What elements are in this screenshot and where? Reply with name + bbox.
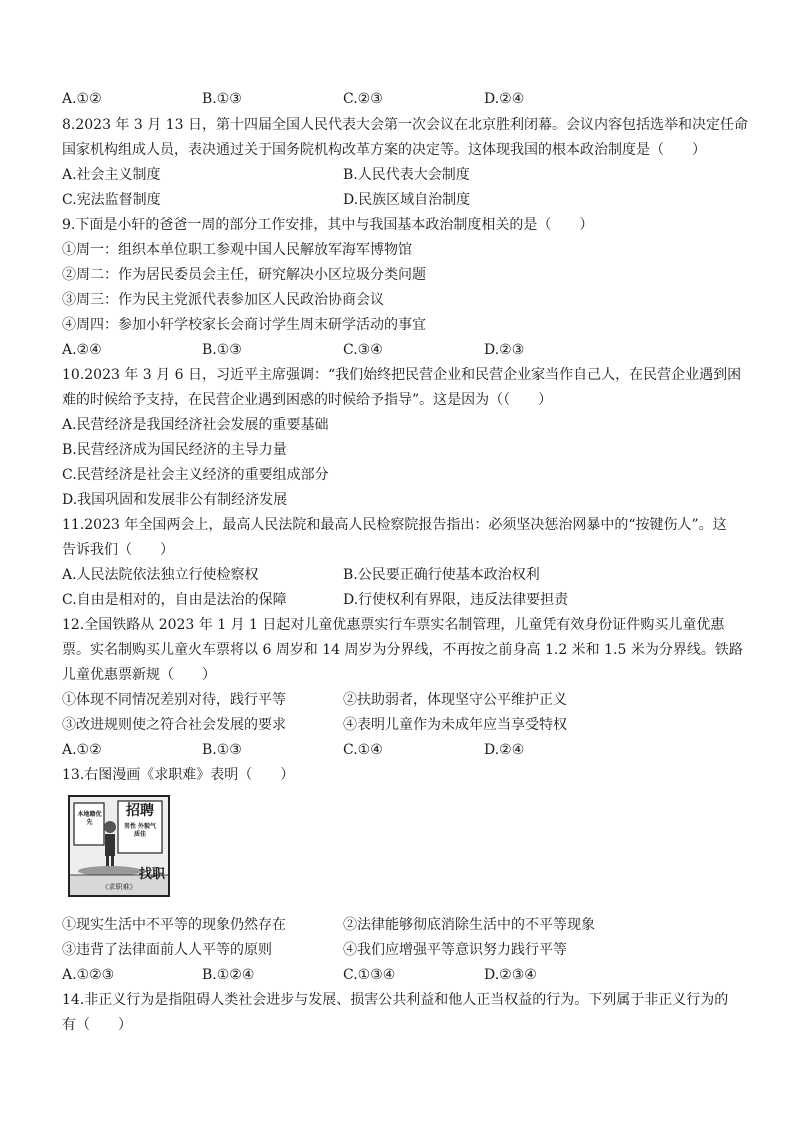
q8-option-a[interactable]: A.社会主义制度	[62, 167, 161, 183]
q9-item-4: ④周四：参加小轩学校家长会商讨学生周末研学活动的事宜	[62, 317, 426, 333]
q9-option-a[interactable]: A.②④	[62, 342, 102, 358]
q14-stem-line-2: 有（ ）	[62, 1017, 132, 1033]
q13-item-2: ②法律能够彻底消除生活中的不平等现象	[343, 917, 595, 933]
q12-item-3: ③改进规则使之符合社会发展的要求	[62, 717, 286, 733]
q7-option-a[interactable]: A.①②	[62, 91, 102, 107]
q11-option-a[interactable]: A.人民法院依法独立行使检察权	[62, 567, 259, 583]
q12-item-2: ②扶助弱者，体现坚守公平维护正义	[343, 692, 567, 708]
q13-option-d[interactable]: D.②③④	[484, 967, 537, 983]
q12-stem-line-3: 儿童优惠票新规（ ）	[62, 667, 216, 683]
q7-option-d[interactable]: D.②④	[484, 91, 525, 107]
q9-option-d[interactable]: D.②③	[484, 342, 525, 358]
q9-option-b[interactable]: B.①③	[202, 342, 242, 358]
q9-stem: 9.下面是小轩的爸爸一周的部分工作安排，其中与我国基本政治制度相关的是（ ）	[62, 217, 594, 233]
q13-item-3: ③违背了法律面前人人平等的原则	[62, 942, 272, 958]
q11-stem-line-1: 11.2023 年全国两会上，最高人民法院和最高人民检察院报告指出：必须坚决惩治网暴中的“按键伤人”。这	[62, 517, 727, 533]
q12-option-d[interactable]: D.②④	[484, 742, 525, 758]
q12-stem-line-2: 票。实名制购买儿童火车票将以 6 周岁和 14 周岁为分界线，不再按之前身高 1.2 米和 1.5 米为分界线。铁路	[62, 642, 743, 658]
q10-option-b[interactable]: B.民营经济成为国民经济的主导力量	[62, 442, 287, 458]
q13-option-c[interactable]: C.①③④	[343, 967, 396, 983]
q8-option-c[interactable]: C.宪法监督制度	[62, 192, 161, 208]
comic-job-hunting	[68, 795, 170, 897]
q9-item-1: ①周一：组织本单位职工参观中国人民解放军海军博物馆	[62, 242, 412, 258]
q7-option-c[interactable]: C.②③	[343, 91, 383, 107]
q11-option-d[interactable]: D.行使权利有界限，违反法律要担责	[343, 592, 569, 608]
q9-item-3: ③周三：作为民主党派代表参加区人民政治协商会议	[62, 292, 384, 308]
q10-stem-line-2: 难的时候给予支持，在民营企业遇到困惑的时候给予指导”。这是因为（（ ）	[62, 392, 553, 408]
comic-sign-right-heading: 招聘	[126, 803, 154, 819]
q13-option-b[interactable]: B.①②④	[202, 967, 255, 983]
q10-option-c[interactable]: C.民营经济是社会主义经济的重要组成部分	[62, 467, 329, 483]
comic-sign-left: 本地籍优先	[77, 811, 102, 826]
q12-option-a[interactable]: A.①②	[62, 742, 102, 758]
q12-option-c[interactable]: C.①④	[343, 742, 383, 758]
q11-stem-line-2: 告诉我们（ ）	[62, 542, 174, 558]
comic-sign-right-text: 男性 外貌气质佳	[123, 823, 157, 838]
q10-option-a[interactable]: A.民营经济是我国经济社会发展的重要基础	[62, 417, 329, 433]
q11-option-b[interactable]: B.公民要正确行使基本政治权利	[343, 567, 540, 583]
q12-item-1: ①体现不同情况差别对待，践行平等	[62, 692, 286, 708]
q9-option-c[interactable]: C.③④	[343, 342, 383, 358]
q14-stem-line-1: 14.非正义行为是指阻碍人类社会进步与发展、损害公共利益和他人正当权益的行为。下列属于非正义行为的	[62, 992, 729, 1008]
q12-item-4: ④表明儿童作为未成年应当享受特权	[343, 717, 567, 733]
q12-stem-line-1: 12.全国铁路从 2023 年 1 月 1 日起对儿童优惠票实行车票实名制管理，儿童凭有效身份证件购买儿童优惠	[62, 617, 725, 633]
q8-option-b[interactable]: B.人民代表大会制度	[343, 167, 470, 183]
comic-title: 找职	[138, 867, 165, 882]
q13-item-4: ④我们应增强平等意识努力践行平等	[343, 942, 567, 958]
q13-stem: 13.右图漫画《求职难》表明（ ）	[62, 767, 295, 783]
q10-stem-line-1: 10.2023 年 3 月 6 日，习近平主席强调：“我们始终把民营企业和民营企业家当作自己人，在民营企业遇到困	[62, 367, 742, 383]
q11-option-c[interactable]: C.自由是相对的，自由是法治的保障	[62, 592, 287, 608]
q13-option-a[interactable]: A.①②③	[62, 967, 115, 983]
q9-item-2: ②周二：作为居民委员会主任，研究解决小区垃圾分类问题	[62, 267, 426, 283]
q7-option-b[interactable]: B.①③	[202, 91, 242, 107]
q8-stem-line-2: 国家机构组成人员，表决通过关于国务院机构改革方案的决定等。这体现我国的根本政治制度是（ ）	[62, 142, 706, 158]
q8-option-d[interactable]: D.民族区域自治制度	[343, 192, 471, 208]
q8-stem-line-1: 8.2023 年 3 月 13 日，第十四届全国人民代表大会第一次会议在北京胜利闭幕。会议内容包括选举和决定任命	[62, 117, 748, 133]
comic-caption: 《求职难》	[101, 883, 137, 891]
q12-option-b[interactable]: B.①③	[202, 742, 242, 758]
q13-item-1: ①现实生活中不平等的现象仍然存在	[62, 917, 286, 933]
q10-option-d[interactable]: D.我国巩固和发展非公有制经济发展	[62, 492, 288, 508]
